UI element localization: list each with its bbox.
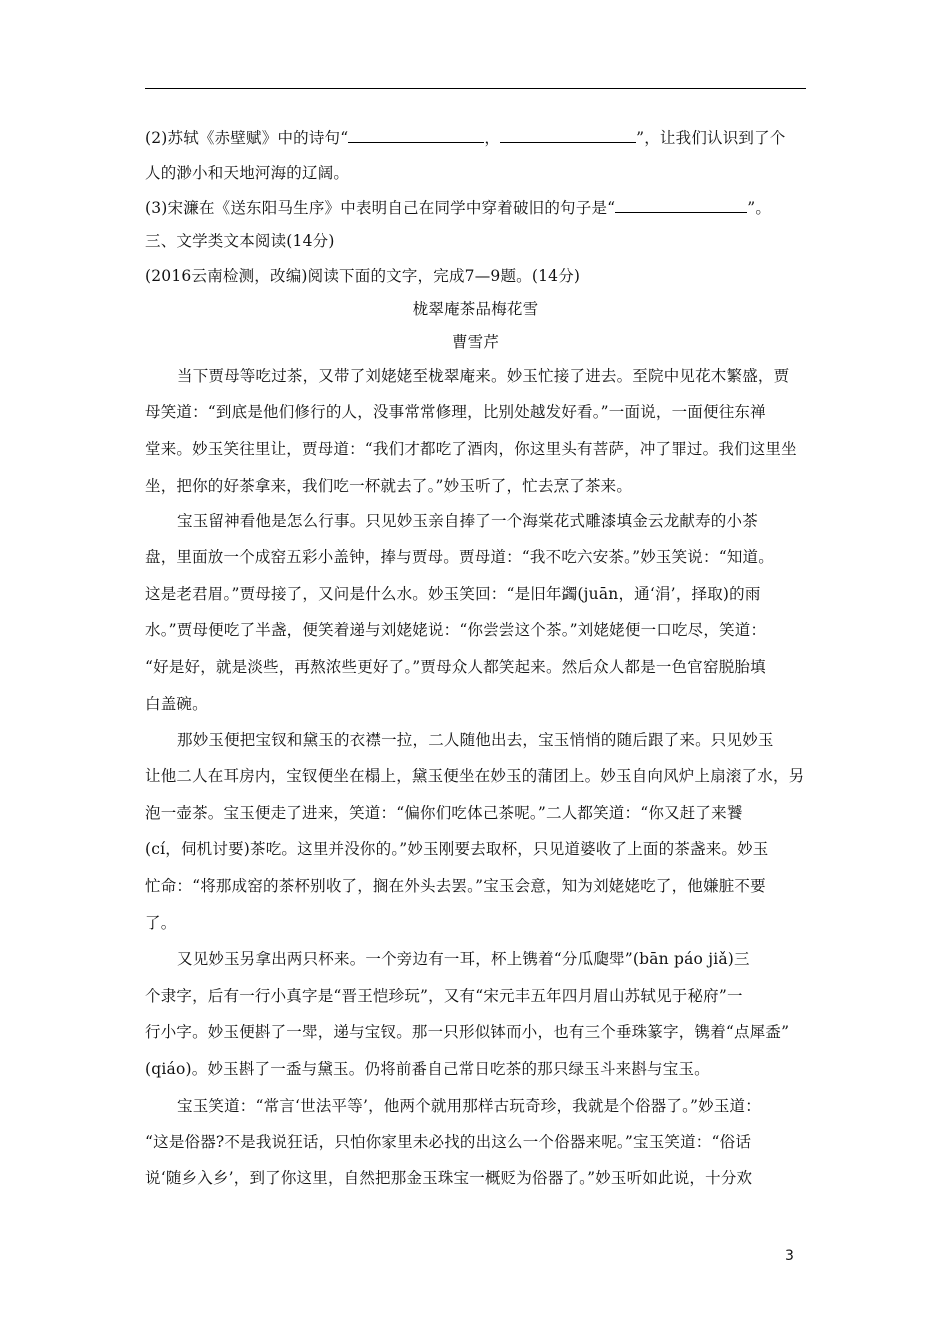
article-line: 忙命：“将那成窑的茶杯别收了，搁在外头去罢。”宝玉会意，知为刘姥姥吃了，他嫌脏不要 [145, 877, 766, 895]
answer-blank-1 [348, 128, 484, 143]
answer-blank-3 [615, 198, 747, 213]
article-line: (qiáo)。妙玉斟了一盉与黛玉。仍将前番自己常日吃茶的那只绿玉斗来斟与宝玉。 [145, 1060, 710, 1078]
question-2-line-1 [145, 128, 806, 148]
article-line: (cí，伺机讨要)茶吃。这里并没你的。”妙玉刚要去取杯，只见道婆收了上面的茶盏来。妙玉 [145, 840, 769, 858]
article-line: 让他二人在耳房内，宝钗便坐在榻上，黛玉便坐在妙玉的蒲团上。妙玉自向风炉上扇滚了水，另 [145, 767, 805, 785]
question-2-text-start: (2)苏轼《赤壁赋》中的诗句“ [145, 129, 349, 147]
article-line: “好是好，就是淡些，再熬浓些更好了。”贾母众人都笑起来。然后众人都是一色官窑脱胎填 [145, 658, 766, 676]
section-source: (2016云南检测，改编)阅读下面的文字，完成7—9题。(14分) [145, 267, 581, 285]
page-number: 3 [785, 1248, 794, 1264]
section-heading: 三、文学类文本阅读(14分) [145, 232, 335, 250]
question-2-text-end: ”，让我们认识到了个 [636, 129, 786, 147]
article-title: 栊翠庵茶品梅花雪 [412, 300, 539, 318]
article-line: 堂来。妙玉笑往里让，贾母道：“我们才都吃了酒肉，你这里头有菩萨，冲了罪过。我们这里坐 [145, 440, 797, 458]
question-2-line-2: 人的渺小和天地河海的辽阔。 [145, 164, 350, 182]
article-line: 又见妙玉另拿出两只杯来。一个旁边有一耳，杯上镌着“分瓜瓟斝”(bān páo jiǎ)三 [177, 950, 750, 968]
article-line: 水。”贾母便吃了半盏，便笑着递与刘姥姥说：“你尝尝这个茶。”刘姥姥便一口吃尽，笑道： [145, 621, 767, 639]
article-line: 那妙玉便把宝钗和黛玉的衣襟一拉，二人随他出去，宝玉悄悄的随后跟了来。只见妙玉 [177, 731, 774, 749]
article-line: 盘，里面放一个成窑五彩小盖钟，捧与贾母。贾母道：“我不吃六安茶。”妙玉笑说：“知道。 [145, 548, 774, 566]
article-line: 宝玉笑道：“常言‘世法平等’，他两个就用那样古玩奇珍，我就是个俗器了。”妙玉道： [177, 1097, 761, 1115]
article-line: 了。 [145, 914, 177, 932]
header-rule [145, 88, 806, 89]
question-3-text-end: ”。 [747, 199, 772, 217]
answer-blank-2 [500, 128, 636, 143]
article-line: 这是老君眉。”贾母接了，又问是什么水。妙玉笑回：“是旧年蠲(juān，通‘涓’，择取)的雨 [145, 585, 761, 603]
article-line: 宝玉留神看他是怎么行事。只见妙玉亲自捧了一个海棠花式雕漆填金云龙献寿的小茶 [177, 512, 758, 530]
article-line: 母笑道：“到底是他们修行的人，没事常常修理，比别处越发好看。”一面说，一面便往东禅 [145, 403, 766, 421]
article-line: 坐，把你的好茶拿来，我们吃一杯就去了。”妙玉听了，忙去烹了茶来。 [145, 477, 633, 495]
article-line: 白盖碗。 [145, 695, 208, 713]
article-line: 泡一壶茶。宝玉便走了进来，笑道：“偏你们吃体己茶呢。”二人都笑道：“你又赶了来饕 [145, 804, 743, 822]
article-line: 行小字。妙玉便斟了一斝，递与宝钗。那一只形似钵而小，也有三个垂珠篆字，镌着“点犀盉” [145, 1023, 790, 1041]
article-line: 说‘随乡入乡’，到了你这里，自然把那金玉珠宝一概贬为俗器了。”妙玉听如此说，十分欢 [145, 1169, 753, 1187]
question-2-comma: ， [484, 129, 501, 147]
article-line: “这是俗器?不是我说狂话，只怕你家里未必找的出这么一个俗器来呢。”宝玉笑道：“俗话 [145, 1133, 752, 1151]
article-line: 当下贾母等吃过茶，又带了刘姥姥至栊翠庵来。妙玉忙接了进去。至院中见花木繁盛，贾 [177, 367, 790, 385]
article-line: 个隶字，后有一行小真字是“晋王恺珍玩”，又有“宋元丰五年四月眉山苏轼见于秘府”一 [145, 987, 743, 1005]
question-3-text-start: (3)宋濂在《送东阳马生序》中表明自己在同学中穿着破旧的句子是“ [145, 199, 616, 217]
article-author: 曹雪芹 [451, 333, 500, 351]
question-3-line [145, 198, 806, 218]
